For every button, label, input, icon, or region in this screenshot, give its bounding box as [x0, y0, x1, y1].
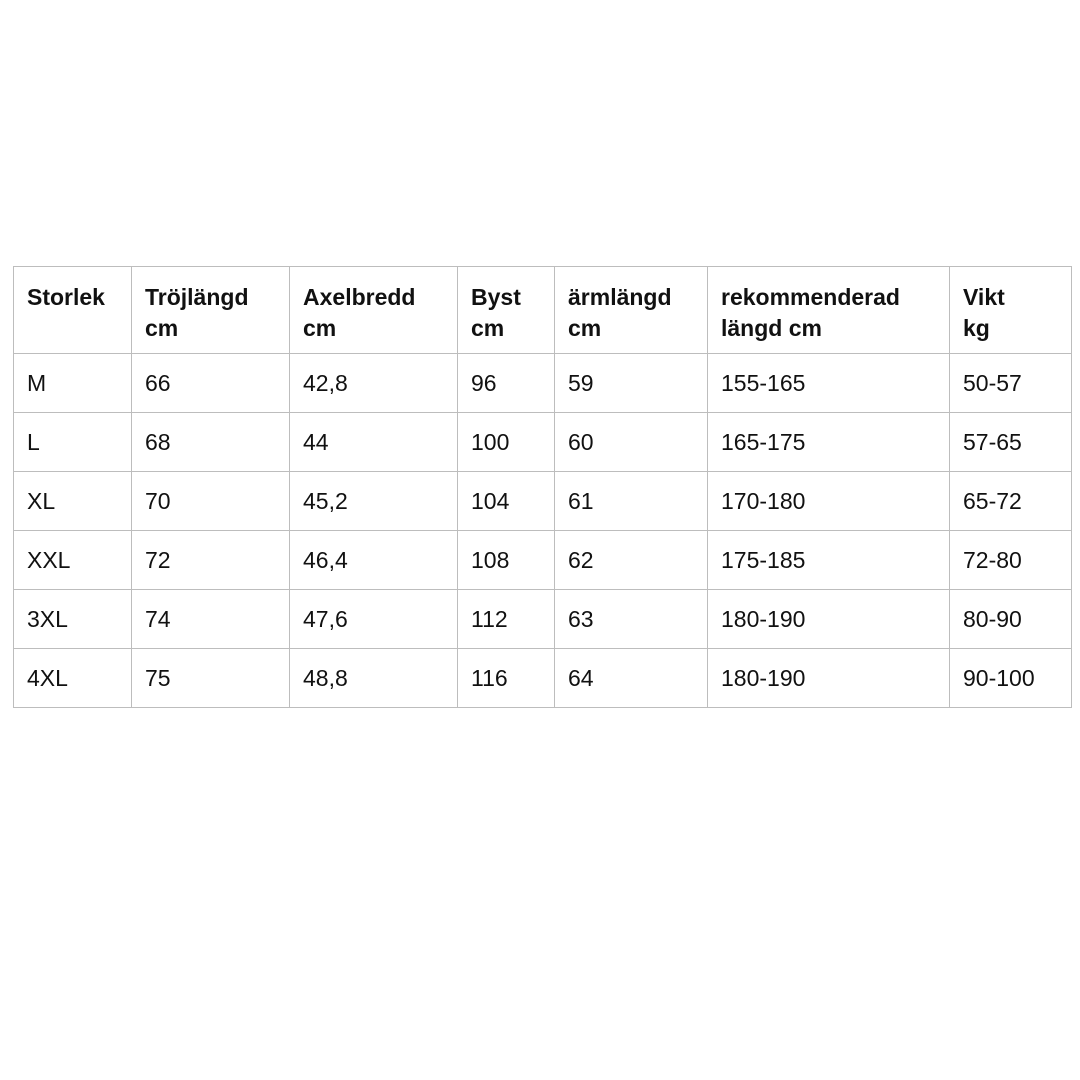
table-row — [14, 354, 1072, 413]
cell-trojlangd: 72 — [132, 531, 290, 590]
header-trojlangd: Tröjlängd cm — [132, 267, 290, 354]
table-row — [14, 531, 1072, 590]
cell-armlangd: 61 — [555, 472, 708, 531]
cell-storlek: L — [14, 413, 132, 472]
cell-rekommenderad-langd: 170-180 — [708, 472, 950, 531]
header-armlangd: ärmlängd cm — [555, 267, 708, 354]
header-storlek: Storlek — [14, 267, 132, 354]
cell-byst: 96 — [458, 354, 555, 413]
cell-storlek: 3XL — [14, 590, 132, 649]
cell-byst: 104 — [458, 472, 555, 531]
cell-vikt: 80-90 — [950, 590, 1072, 649]
cell-rekommenderad-langd: 165-175 — [708, 413, 950, 472]
table-row — [14, 590, 1072, 649]
cell-storlek: 4XL — [14, 649, 132, 708]
cell-trojlangd: 75 — [132, 649, 290, 708]
cell-rekommenderad-langd: 180-190 — [708, 590, 950, 649]
cell-armlangd: 63 — [555, 590, 708, 649]
cell-armlangd: 62 — [555, 531, 708, 590]
cell-trojlangd: 74 — [132, 590, 290, 649]
cell-axelbredd: 42,8 — [290, 354, 458, 413]
cell-byst: 116 — [458, 649, 555, 708]
cell-axelbredd: 45,2 — [290, 472, 458, 531]
header-rekommenderad-langd: rekommenderad längd cm — [708, 267, 950, 354]
cell-byst: 112 — [458, 590, 555, 649]
cell-armlangd: 60 — [555, 413, 708, 472]
cell-rekommenderad-langd: 155-165 — [708, 354, 950, 413]
cell-trojlangd: 70 — [132, 472, 290, 531]
cell-storlek: M — [14, 354, 132, 413]
cell-vikt: 72-80 — [950, 531, 1072, 590]
table-header-row — [14, 267, 1072, 354]
cell-rekommenderad-langd: 180-190 — [708, 649, 950, 708]
cell-byst: 108 — [458, 531, 555, 590]
table-row — [14, 472, 1072, 531]
cell-axelbredd: 44 — [290, 413, 458, 472]
cell-armlangd: 59 — [555, 354, 708, 413]
cell-trojlangd: 66 — [132, 354, 290, 413]
cell-axelbredd: 47,6 — [290, 590, 458, 649]
table-row — [14, 413, 1072, 472]
cell-byst: 100 — [458, 413, 555, 472]
cell-armlangd: 64 — [555, 649, 708, 708]
table-row — [14, 649, 1072, 708]
cell-trojlangd: 68 — [132, 413, 290, 472]
cell-storlek: XL — [14, 472, 132, 531]
header-vikt: Vikt kg — [950, 267, 1072, 354]
cell-rekommenderad-langd: 175-185 — [708, 531, 950, 590]
header-byst: Byst cm — [458, 267, 555, 354]
cell-vikt: 57-65 — [950, 413, 1072, 472]
cell-vikt: 65-72 — [950, 472, 1072, 531]
cell-axelbredd: 46,4 — [290, 531, 458, 590]
header-axelbredd: Axelbredd cm — [290, 267, 458, 354]
cell-vikt: 90-100 — [950, 649, 1072, 708]
cell-axelbredd: 48,8 — [290, 649, 458, 708]
size-chart-table — [13, 266, 1072, 708]
cell-vikt: 50-57 — [950, 354, 1072, 413]
cell-storlek: XXL — [14, 531, 132, 590]
